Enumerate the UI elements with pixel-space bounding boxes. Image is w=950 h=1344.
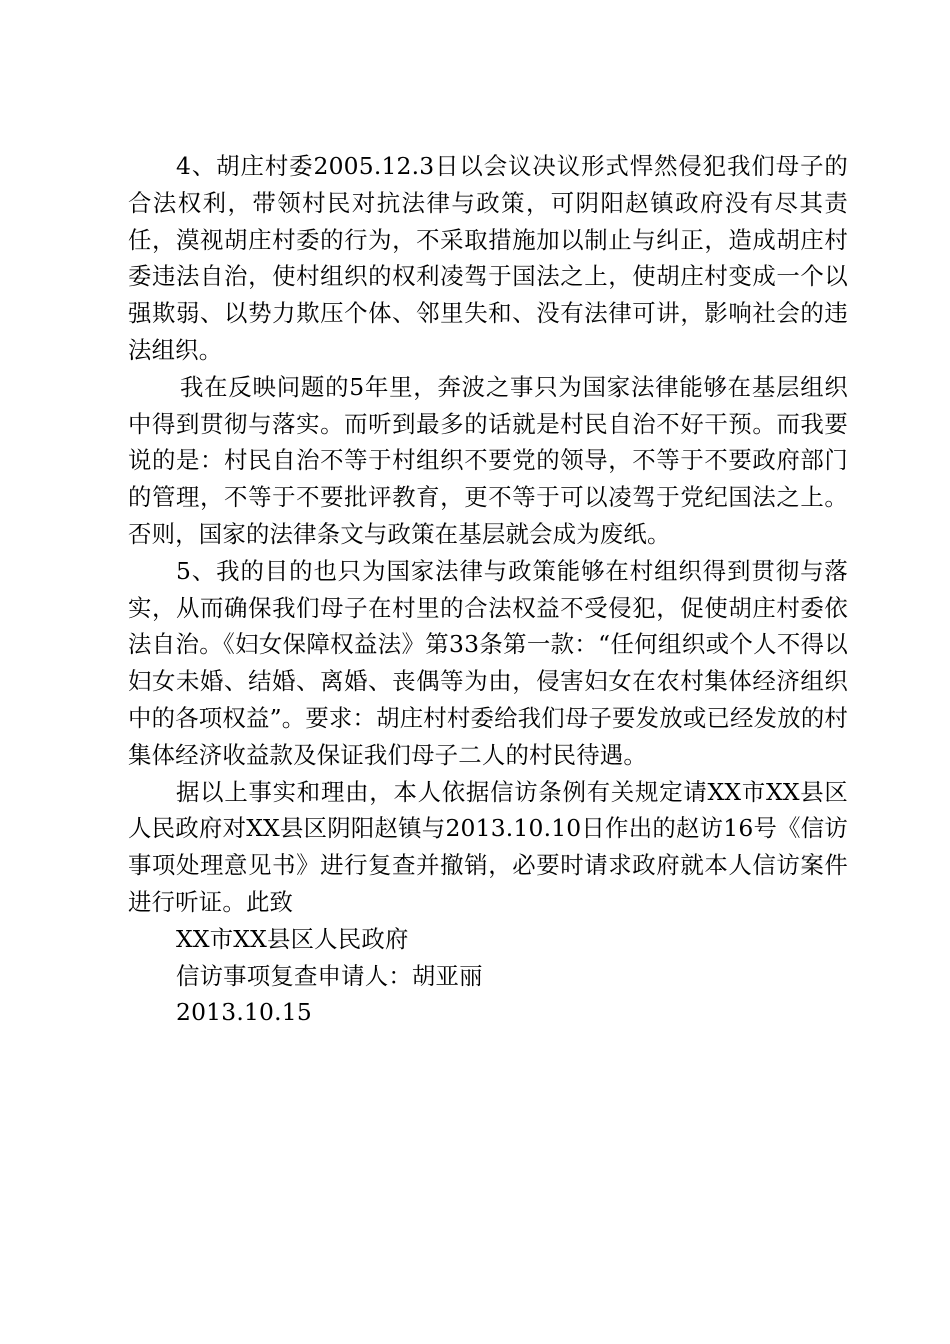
paragraph-item-5: 5、我的目的也只为国家法律与政策能够在村组织得到贯彻与落实，从而确保我们母子在村里的合法权益不受侵犯，促使胡庄村委依法自治。《妇女保障权益法》第33条第一款：“任何组织或个人不得以妇女未婚、结婚、离婚、丧偶等为由，侵害妇女在农村集体经济组织中的各项权益”。要求：胡庄村村委给我们母子要发放或已经发放的村集体经济收益款及保证我们母子二人的村民待遇。 [128, 556, 848, 769]
closing-date: 2013.10.15 [176, 998, 312, 1027]
document-page [128, 148, 848, 1031]
closing-applicant: 信访事项复查申请人：胡亚丽 [176, 961, 483, 990]
paragraph-five-years: 我在反映问题的5年里，奔波之事只为国家法律能够在基层组织中得到贯彻与落实。而听到最多的话就是村民自治不好干预。而我要说的是：村民自治不等于村组织不要党的领导，不等于不要政府部门的管理，不等于不要批评教育，更不等于可以凌驾于党纪国法之上。否则，国家的法律条文与政策在基层就会成为废纸。 [128, 372, 848, 548]
closing-recipient: XX市XX县区人民政府 [176, 924, 409, 953]
paragraph-request: 据以上事实和理由，本人依据信访条例有关规定请XX市XX县区人民政府对XX县区阴阳赵镇与2013.10.10日作出的赵访16号《信访事项处理意见书》进行复查并撤销，必要时请求政府就本人信访案件进行听证。此致 [128, 777, 848, 916]
paragraph-item-4: 4、胡庄村委2005.12.3日以会议决议形式悍然侵犯我们母子的合法权利，带领村民对抗法律与政策，可阴阳赵镇政府没有尽其责任，漠视胡庄村委的行为，不采取措施加以制止与纠正，造成胡庄村委违法自治，使村组织的权利凌驾于国法之上，使胡庄村变成一个以强欺弱、以势力欺压个体、邻里失和、没有法律可讲，影响社会的违法组织。 [128, 152, 848, 364]
